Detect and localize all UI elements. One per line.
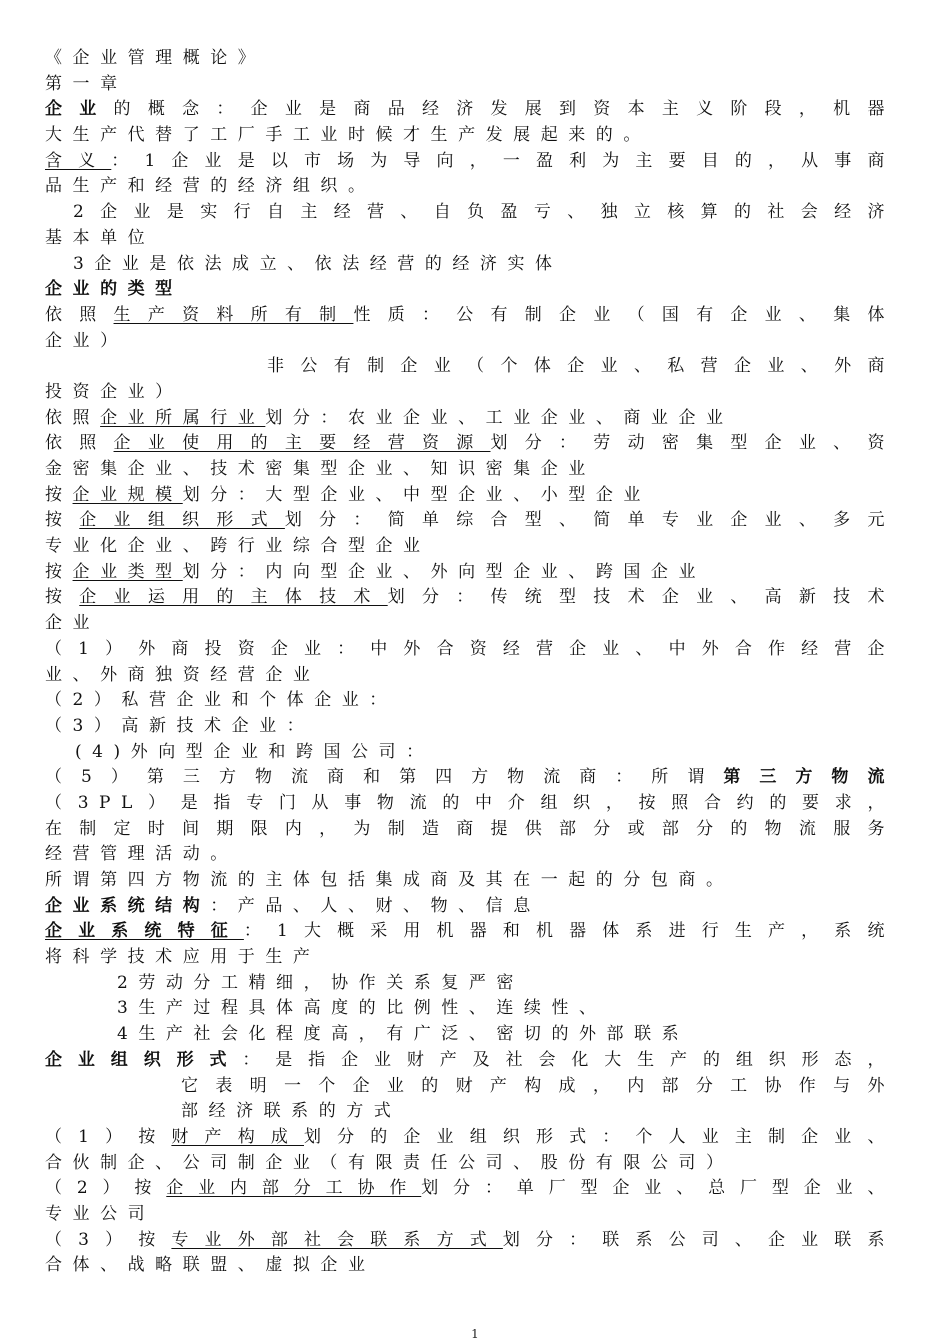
meaning-2-line-2: 基本单位 <box>45 227 156 248</box>
org-form-line-2: 它表明一个企业的财产构成，内部分工协作与外 <box>181 1075 895 1096</box>
concept-text: 的概念：企业是商品经济发展到资本主义阶段，机器 <box>113 99 895 120</box>
type-5-line-1 <box>45 508 895 534</box>
note-5-line-2: （3PL）是指专门从事物流的中介组织，按照合约的要求， <box>45 792 895 813</box>
meaning-line-2: 品生产和经营的经济组织。 <box>45 176 376 197</box>
feature-2: 2劳动分工精细，协作关系复严密 <box>117 972 524 993</box>
features-line-2: 将科学技术应用于生产 <box>45 947 321 968</box>
type-5-prefix: 按 <box>45 510 80 531</box>
org-form-text: ：是指企业财产及社会化大生产的组织形态， <box>242 1049 895 1070</box>
concept-line-1 <box>45 97 895 123</box>
concept-head: 企业 <box>45 99 114 120</box>
concept-line-2: 大生产代替了工厂手工业时候才生产发展起来的。 <box>45 125 651 146</box>
org-3-line-2: 合体、战略联盟、虚拟企业 <box>45 1255 376 1276</box>
type-6-criterion: 企业类型 <box>72 561 183 582</box>
type-2-line <box>45 406 895 432</box>
page-number: 1 <box>471 1327 479 1341</box>
org-1-line-1 <box>45 1125 895 1151</box>
feature-3: 3生产过程具体高度的比例性、连续性、 <box>117 998 607 1019</box>
type-5-text: 划分：简单综合型、简单专业企业、多元 <box>284 510 895 531</box>
type-2-criterion: 企业所属行业 <box>100 407 266 428</box>
features-text: ：1大概采用机器和机器体系进行生产，系统 <box>243 921 895 942</box>
type-4-criterion: 企业规模 <box>72 484 183 505</box>
org-2-criterion: 企业内部分工协作 <box>166 1178 422 1199</box>
type-3-prefix: 依照 <box>45 433 114 454</box>
type-7-line-2: 企业 <box>45 613 101 634</box>
org-3-text: 划分：联系公司、企业联系 <box>502 1229 895 1250</box>
features-line-1 <box>45 919 895 945</box>
org-1-criterion: 财产构成 <box>171 1126 304 1147</box>
doc-title: 《企业管理概论》 <box>45 48 266 68</box>
type-4-prefix: 按 <box>45 484 73 505</box>
note-5-line-4: 经营管理活动。 <box>45 844 238 865</box>
type-7-criterion: 企业运用的主体技术 <box>79 587 388 608</box>
type-3-line-2: 金密集企业、技术密集型企业、知识密集企业 <box>45 459 596 479</box>
org-2-prefix: （2）按 <box>45 1178 167 1199</box>
structure-line <box>45 894 895 920</box>
type-7-prefix: 按 <box>45 587 80 608</box>
org-form-line-1 <box>45 1048 895 1074</box>
type-3-text: 划分：劳动密集型企业、资 <box>490 433 895 454</box>
note-5-line-5: 所谓第四方物流的主体包括集成商及其在一起的分包商。 <box>45 870 734 890</box>
meaning-head: 含义 <box>45 150 112 171</box>
type-5-criterion: 企业组织形式 <box>79 510 285 531</box>
note-1-line-1: （1）外商投资企业：中外合资经营企业、中外合作经营企 <box>45 638 895 659</box>
type-2-prefix: 依照 <box>45 407 101 428</box>
note-2: （2）私营企业和个体企业： <box>45 690 397 711</box>
type-6-text: 划分：内向型企业、外向型企业、跨国企业 <box>182 561 706 582</box>
type-3-line-1 <box>45 431 895 457</box>
feature-4: 4生产社会化程度高，有广泛、密切的外部联系 <box>117 1024 690 1045</box>
type-1-line-2: 企业） <box>45 330 128 351</box>
type-1-criterion: 生产资料所有制 <box>113 304 354 325</box>
org-form-head: 企业组织形式 <box>45 1049 243 1070</box>
note-1-line-2: 业、外商独资经营企业 <box>45 664 321 685</box>
type-7-line-1 <box>45 585 895 611</box>
type-4-text: 划分：大型企业、中型企业、小型企业 <box>182 484 651 505</box>
org-1-line-2: 合伙制企、公司制企业（有限责任公司、股份有限公司） <box>45 1152 734 1173</box>
types-heading: 企业的类型 <box>45 279 183 300</box>
type-3-criterion: 企业使用的主要经营资源 <box>113 433 491 454</box>
org-2-line-1 <box>45 1176 895 1202</box>
meaning-line-1 <box>45 149 895 175</box>
org-3-line-1 <box>45 1228 895 1254</box>
meaning-3: 3企业是依法成立、依法经营的经济实体 <box>73 253 563 274</box>
type-4-line <box>45 483 895 509</box>
type-6-line <box>45 560 895 586</box>
type-1-text: 性质：公有制企业（国有企业、集体 <box>353 304 895 325</box>
org-1-prefix: （1）按 <box>45 1126 172 1147</box>
type-7-text: 划分：传统型技术企业、高新技术 <box>387 587 895 608</box>
meaning-text: ：1企业是以市场为导向，一盈利为主要目的，从事商 <box>111 150 895 171</box>
type-6-prefix: 按 <box>45 561 73 582</box>
chapter-heading: 第一章 <box>45 73 128 94</box>
note-3: （3）高新技术企业： <box>45 715 315 736</box>
org-2-text: 划分：单厂型企业、总厂型企业、 <box>421 1178 895 1199</box>
document-page <box>45 46 895 1279</box>
type-2-text: 划分：农业企业、工业企业、商业企业 <box>265 407 734 428</box>
org-1-text: 划分的企业组织形式：个人业主制企业、 <box>303 1126 895 1147</box>
org-3-prefix: （3）按 <box>45 1229 172 1250</box>
type-1-line-4: 投资企业） <box>45 381 183 402</box>
type-1-line-1 <box>45 303 895 329</box>
type-1-prefix: 依照 <box>45 304 114 325</box>
note-5-text: （5）第三方物流商和第四方物流商：所谓 <box>45 767 724 788</box>
meaning-2-line-1: 2企业是实行自主经营、自负盈亏、独立核算的社会经济 <box>73 202 895 223</box>
type-5-line-2: 专业化企业、跨行业综合型企业 <box>45 536 431 557</box>
org-form-line-3: 部经济联系的方式 <box>181 1101 402 1122</box>
structure-head: 企业系统结构 <box>45 895 211 916</box>
note-4: (4)外向型企业和跨国公司： <box>75 741 434 762</box>
structure-text: ：产品、人、财、物、信息 <box>210 895 541 916</box>
org-2-line-2: 专业公司 <box>45 1203 156 1224</box>
note-5-line-3: 在制定时间期限内，为制造商提供部分或部分的物流服务 <box>45 818 895 839</box>
org-3-criterion: 专业外部社会联系方式 <box>171 1229 503 1250</box>
note-5-term: 第三方物流 <box>723 767 895 788</box>
features-head: 企业系统特征 <box>45 921 244 942</box>
type-1-line-3: 非公有制企业（个体企业、私营企业、外商 <box>267 356 895 377</box>
note-5-line-1 <box>45 765 895 791</box>
